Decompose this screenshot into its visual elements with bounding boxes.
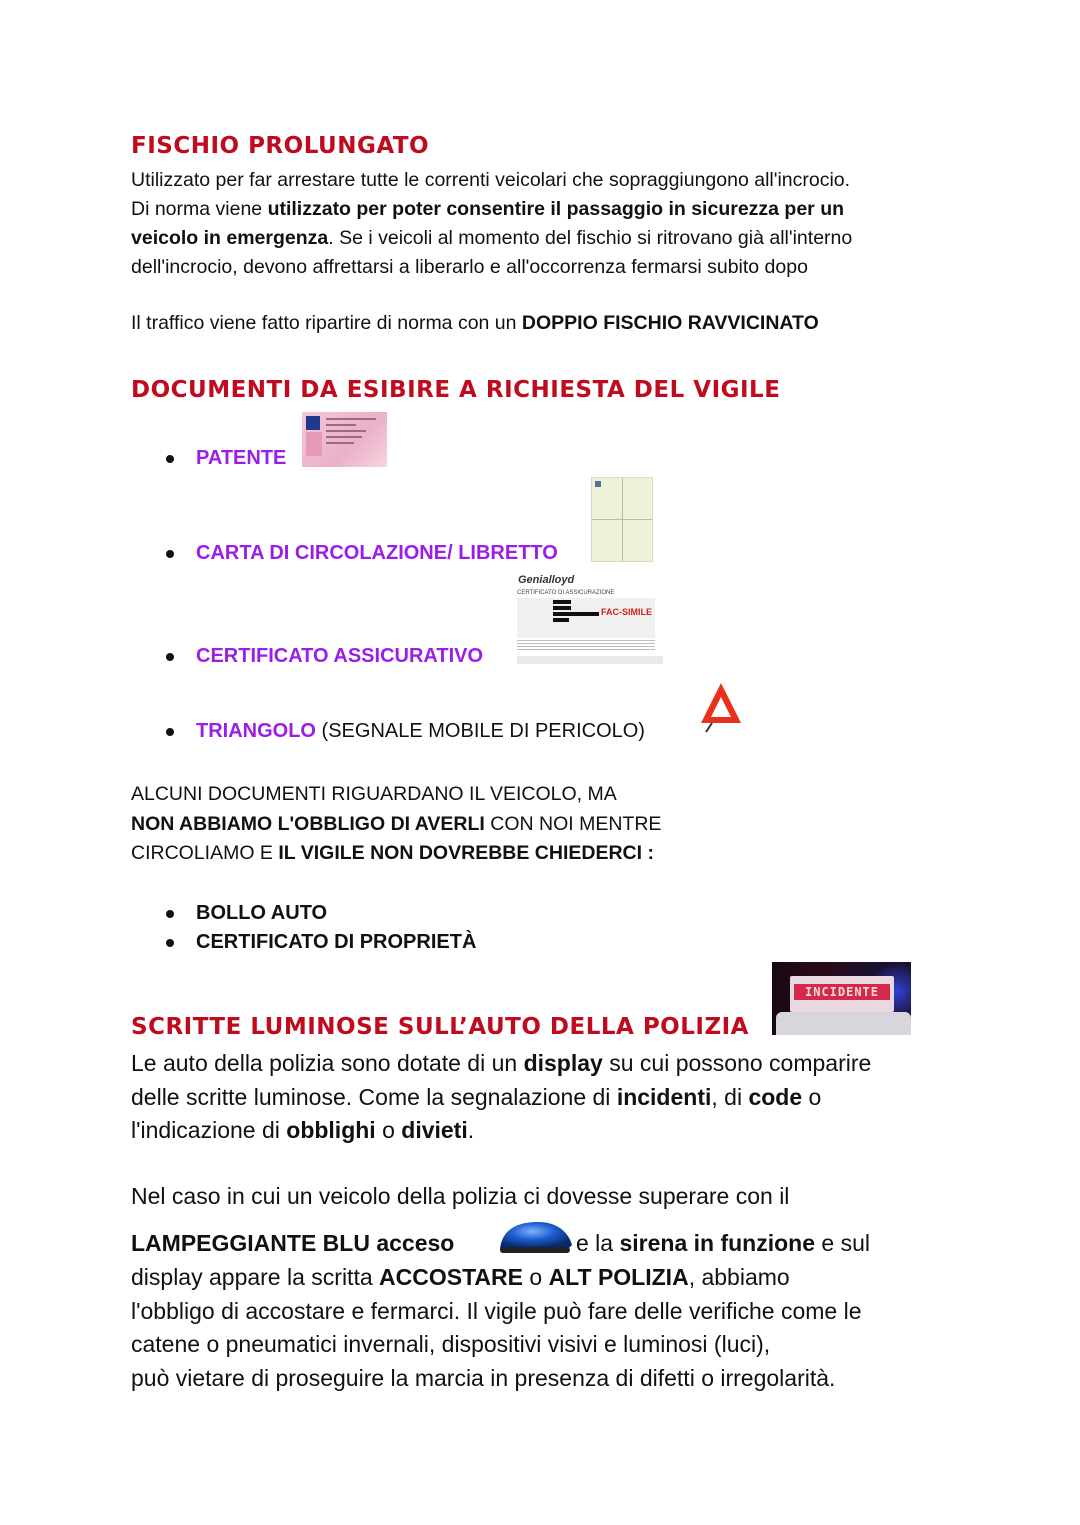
text: display appare la scritta <box>131 1264 380 1290</box>
text-line: Nel caso in cui un veicolo della polizia ci dovesse superare con il <box>131 1183 790 1209</box>
fac-simile-stamp: FAC-SIMILE <box>601 607 652 617</box>
text: CIRCOLIAMO E <box>131 842 279 864</box>
text: , di <box>711 1083 749 1110</box>
heading-documenti: DOCUMENTI DA ESIBIRE A RICHIESTA DEL VIGILE <box>131 377 781 403</box>
paragraph-fischio <box>131 166 961 282</box>
bold-text: display <box>523 1050 603 1076</box>
paragraph-lampeggiante <box>131 1261 971 1395</box>
bullet <box>166 728 174 736</box>
bold-text: veicolo in emergenza <box>131 227 329 249</box>
paragraph-display <box>131 1047 971 1148</box>
bold-text: utilizzato per poter consentire il passaggio in sicurezza per un <box>267 198 845 220</box>
list-item-certificato-proprieta: CERTIFICATO DI PROPRIETÀ <box>196 931 477 953</box>
bold-text: incidenti <box>616 1083 712 1110</box>
text-line <box>131 224 961 253</box>
warning-triangle-image <box>698 681 744 733</box>
text-line <box>131 839 661 869</box>
bold-text: code <box>748 1083 803 1110</box>
list-item-certificato-assicurativo: CERTIFICATO ASSICURATIVO <box>196 645 484 667</box>
text: Le auto della polizia sono dotate di un <box>131 1050 524 1076</box>
insurance-certificate-image <box>515 574 663 664</box>
list-item-patente: PATENTE <box>196 447 287 469</box>
blue-flashing-light-image <box>496 1219 574 1255</box>
registration-document-image <box>591 477 653 562</box>
triangolo-label: TRIANGOLO <box>196 720 316 742</box>
text: delle scritte luminose. Come la segnalazione di <box>131 1083 617 1110</box>
bullet <box>166 550 174 558</box>
text-line <box>576 1227 870 1261</box>
bold-text: obblighi <box>286 1117 376 1143</box>
text: , abbiamo <box>688 1264 790 1290</box>
bold-text: ALT POLIZIA <box>548 1264 689 1290</box>
insurance-title: CERTIFICATO DI ASSICURAZIONE <box>517 590 615 596</box>
text-line <box>131 810 661 840</box>
text-line: l'obbligo di accostare e fermarci. Il vigile può fare delle verifiche come le <box>131 1297 862 1324</box>
insurance-brand: Genialloyd <box>518 574 575 586</box>
text-line: dell'incrocio, devono affrettarsi a liberarlo e all'occorrenza fermarsi subito dopo <box>131 256 808 278</box>
heading-fischio-prolungato: FISCHIO PROLUNGATO <box>131 133 430 159</box>
text-line <box>131 1114 971 1148</box>
text: . <box>467 1117 475 1143</box>
bold-text: LAMPEGGIANTE BLU acceso <box>131 1230 455 1256</box>
bullet <box>166 939 174 947</box>
text-line <box>131 1047 971 1081</box>
text-line <box>131 1261 971 1295</box>
text-line <box>131 1081 971 1115</box>
heading-scritte-luminose: SCRITTE LUMINOSE SULL’AUTO DELLA POLIZIA <box>131 1014 749 1040</box>
text-line <box>131 1227 454 1261</box>
list-item-bollo-auto: BOLLO AUTO <box>196 902 328 924</box>
text: Di norma viene <box>131 198 268 220</box>
text: o <box>375 1117 402 1143</box>
police-display-image <box>772 962 911 1035</box>
bold-text: NON ABBIAMO L'OBBLIGO DI AVERLI <box>131 812 485 835</box>
bold-text: divieti <box>401 1117 468 1143</box>
text: o <box>522 1264 549 1290</box>
text: l'indicazione di <box>131 1117 287 1143</box>
text: Il traffico viene fatto ripartire di norma con un <box>131 312 522 334</box>
note-paragraph <box>131 780 661 869</box>
bold-text: IL VIGILE NON DOVREBBE CHIEDERCI : <box>278 842 654 864</box>
text-line: Utilizzato per far arrestare tutte le correnti veicolari che sopraggiungono all'incrocio. <box>131 169 851 191</box>
text: CON NOI MENTRE <box>484 812 662 835</box>
text-line: può vietare di proseguire la marcia in presenza di difetti o irregolarità. <box>131 1364 836 1391</box>
text: e sul <box>815 1230 870 1256</box>
display-text: INCIDENTE <box>794 984 890 1000</box>
triangolo-suffix: (SEGNALE MOBILE DI PERICOLO) <box>316 720 645 742</box>
text-line <box>131 195 961 224</box>
bold-text: ACCOSTARE <box>379 1264 523 1290</box>
text: e la <box>576 1230 620 1256</box>
list-item-carta-circolazione: CARTA DI CIRCOLAZIONE/ LIBRETTO <box>196 542 558 564</box>
bold-text: sirena in funzione <box>619 1230 816 1256</box>
driving-license-image <box>302 412 387 467</box>
list-item-triangolo <box>196 720 645 743</box>
bold-text: DOPPIO FISCHIO RAVVICINATO <box>521 312 819 334</box>
bullet <box>166 910 174 918</box>
text-line: ALCUNI DOCUMENTI RIGUARDANO IL VEICOLO, MA <box>131 783 617 805</box>
text: o <box>802 1083 822 1110</box>
bullet <box>166 455 174 463</box>
bullet <box>166 653 174 661</box>
paragraph-ripartenza <box>131 309 819 338</box>
text-line: catene o pneumatici invernali, dispositivi visivi e luminosi (luci), <box>131 1331 771 1357</box>
text: su cui possono comparire <box>602 1050 872 1076</box>
text: . Se i veicoli al momento del fischio si ritrovano già all'interno <box>328 227 853 249</box>
